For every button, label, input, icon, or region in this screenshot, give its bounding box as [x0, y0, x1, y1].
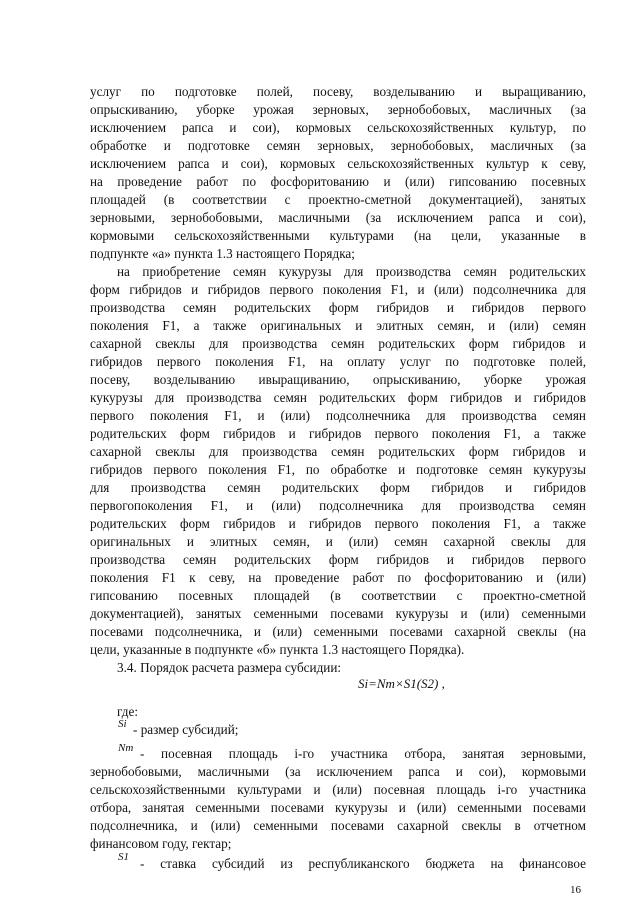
text-line: сахарной свеклы для производства семян родительских форм гибридов и	[90, 444, 586, 459]
definition-si: - размер субсидий;	[133, 722, 239, 737]
page-number: 16	[570, 884, 581, 896]
text-line: производства семян родительских форм гибридов и гибридов первого	[90, 552, 586, 567]
text-line: гипсованию посевных площадей (в соответствии с проектно-сметной	[90, 588, 586, 603]
text-line: опрыскиванию, уборке урожая зерновых, зернобобовых, масличных (за	[90, 102, 586, 117]
text-line: родительских форм гибридов и гибридов первого поколения F1, а также	[90, 426, 586, 441]
text-line: поколения F1 к севу, на проведение работ по фосфоритованию и (или)	[90, 570, 586, 585]
text-line: кормовыми сельскохозяйственными культурами (на цели, указанные в	[90, 228, 586, 243]
text-line: форм гибридов и гибридов первого поколения F1, и (или) подсолнечника для	[90, 282, 586, 297]
text-line: первого поколения F1, и (или) подсолнечника для производства семян	[90, 408, 586, 423]
text-line: кукурузы для производства семян родительских форм гибридов и гибридов	[90, 390, 586, 405]
text-line: отбора, занятая семенными посевами кукурузы и (или) семенными посевами	[90, 800, 586, 815]
definition-nm: - посевная площадь i-го участника отбора, занятая зерновыми,	[140, 746, 586, 761]
text-line: посевами подсолнечника, и (или) семенными посевами сахарной свеклы (на	[90, 624, 586, 639]
text-line: родительских форм гибридов и гибридов первого поколения F1, а также	[90, 516, 586, 531]
text-line: производства семян родительских форм гибридов и гибридов первого	[90, 300, 586, 315]
definition-s1: - ставка субсидий из республиканского бюджета на финансовое	[140, 856, 586, 871]
text-line: сельскохозяйственными культурами и (или) посевная площадь i-го участника	[90, 782, 586, 797]
text-line: исключением рапса и сои), кормовых сельскохозяйственных культур к севу,	[90, 156, 586, 171]
text-line: услуг по подготовке полей, посеву, возделыванию и выращиванию,	[90, 84, 586, 99]
symbol-nm: Nm	[118, 742, 134, 754]
text-line: обработке и подготовке семян зерновых, зернобобовых, масличных (за	[90, 138, 586, 153]
symbol-s1: S1	[118, 851, 129, 863]
text-line: поколения F1, а также оригинальных и элитных семян, и (или) семян	[90, 318, 586, 333]
text-line: гибридов первого поколения F1, на оплату услуг по подготовке полей,	[90, 354, 586, 369]
section-heading: 3.4. Порядок расчета размера субсидии:	[117, 660, 342, 675]
text-line: гибридов первого поколения F1, по обработке и подготовке семян кукурузы	[90, 462, 586, 477]
text-line: на проведение работ по фосфоритованию и (или) гипсованию посевных	[90, 174, 586, 189]
text-line: зерновыми, зернобобовыми, масличными (за исключением рапса и сои),	[90, 210, 586, 225]
text-line: цели, указанные в подпункте «б» пункта 1.3 настоящего Порядка).	[90, 642, 465, 657]
text-line: подсолнечника, и (или) семенными посевами сахарной свеклы в отчетном	[90, 818, 586, 833]
symbol-si: Si	[118, 718, 127, 730]
text-line: документацией), занятых семенными посевами кукурузы и (или) семенными	[90, 606, 586, 621]
text-line: зернобобовыми, масличными (за исключением рапса и сои), кормовыми	[90, 764, 586, 779]
text-line: сахарной свеклы для производства семян родительских форм гибридов и	[90, 336, 586, 351]
text-line: первогопоколения F1, и (или) подсолнечника для производства семян	[90, 498, 586, 513]
text-line: финансовом году, гектар;	[90, 836, 232, 851]
text-line: подпункте «а» пункта 1.3 настоящего Порядка;	[90, 246, 355, 261]
text-line: исключением рапса и сои), кормовых сельскохозяйственных культур, по	[90, 120, 586, 135]
subsidy-formula: Si=Nm×S1(S2) ,	[358, 676, 445, 691]
text-line: посеву, возделыванию ивыращиванию, опрыскиванию, уборке урожая	[90, 372, 586, 387]
text-line: где:	[117, 704, 138, 719]
text-line: для производства семян родительских форм гибридов и гибридов	[90, 480, 586, 495]
text-line: оригинальных и элитных семян, и (или) семян сахарной свеклы для	[90, 534, 586, 549]
text-line: площадей (в соответствии с проектно-сметной документацией), занятых	[90, 192, 586, 207]
text-line: на приобретение семян кукурузы для производства семян родительских	[117, 264, 586, 279]
